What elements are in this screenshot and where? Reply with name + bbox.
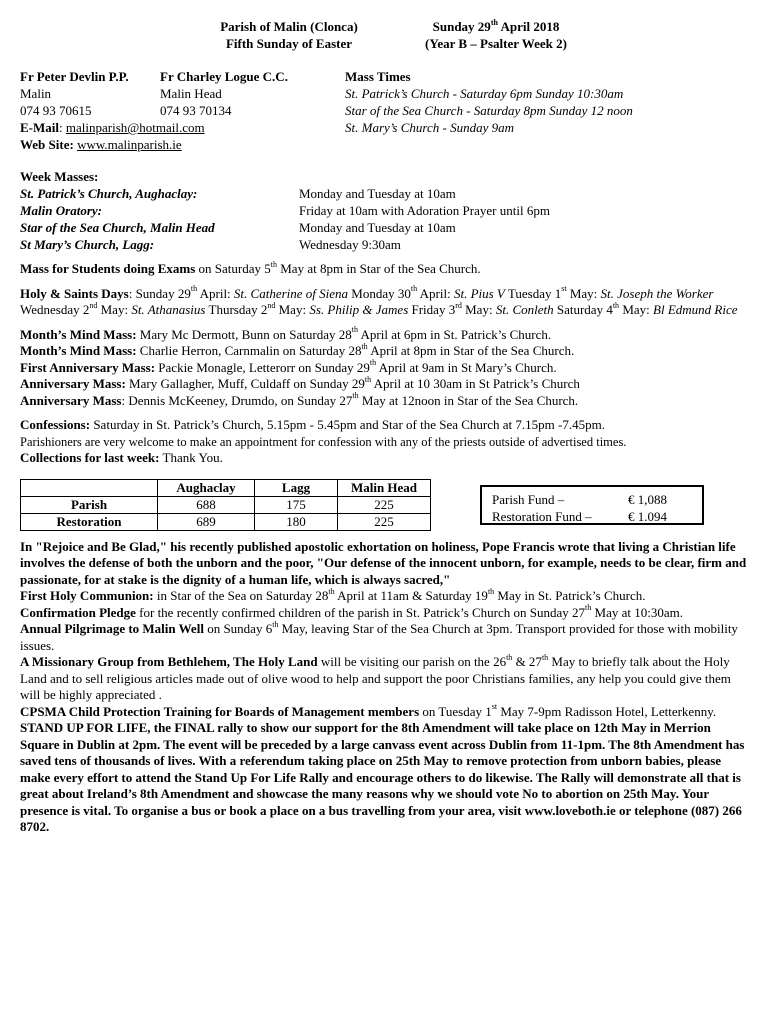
- bulletin-date: Sunday 29th April 2018: [432, 17, 560, 34]
- collections-section: [20, 479, 752, 539]
- week-mass-row: Malin Oratory: Friday at 10am with Adoration Prayer until 6pm: [20, 203, 550, 218]
- communion-notice: First Holy Communion: in Star of the Sea on Saturday 28th April at 11am & Saturday 19th May in St. Patrick’s Church.: [20, 586, 646, 603]
- table-cell: Parish: [21, 496, 158, 513]
- anniversary-item: Month’s Mind Mass: Mary Mc Dermott, Bunn on Saturday 28th April at 6pm in St. Patrick’s Church.: [20, 325, 552, 342]
- table-cell: 180: [255, 513, 338, 530]
- table-row: [21, 513, 431, 530]
- mass-times: [345, 68, 755, 136]
- website-link[interactable]: www.malinparish.ie: [77, 137, 182, 152]
- priest-two-name: Fr Charley Logue C.C.: [160, 69, 288, 84]
- pilgrimage-notice: Annual Pilgrimage to Malin Well on Sunday 6th May, leaving Star of the Sea Church at 3pm. Transport provided for those with mobility issues.: [20, 619, 738, 653]
- email-line: E-Mail: malinparish@hotmail.com: [20, 120, 205, 135]
- missionary-notice: A Missionary Group from Bethlehem, The Holy Land will be visiting our parish on the 26th & 27th May to briefly talk about the Holy Land and to sell religious articles made out of olive wood to help and support the poor Christians families, any help you could give them will be highly appreciated .: [20, 652, 731, 702]
- table-row: [21, 496, 431, 513]
- priest-two-phone: 074 93 70134: [160, 103, 232, 118]
- table-header-cell: Aughaclay: [158, 479, 255, 496]
- psalter-week: (Year B – Psalter Week 2): [425, 36, 567, 51]
- email-link[interactable]: malinparish@hotmail.com: [65, 120, 205, 135]
- priest-two: [160, 68, 330, 119]
- collections-line: Collections for last week: Thank You.: [20, 450, 223, 465]
- priest-one: [20, 68, 160, 119]
- confessions-appointment: Parishioners are very welcome to make an appointment for confession with any of the priests outside of advertised times.: [20, 434, 627, 449]
- parish-name: Parish of Malin (Clonca): [220, 19, 358, 34]
- week-masses: [20, 168, 752, 253]
- website-line: Web Site: www.malinparish.ie: [20, 137, 182, 152]
- priest-one-place: Malin: [20, 86, 52, 101]
- week-mass-row: Star of the Sea Church, Malin Head Monday and Tuesday at 10am: [20, 220, 456, 235]
- exams-notice: Mass for Students doing Exams on Saturday 5th May at 8pm in Star of the Sea Church.: [20, 259, 481, 276]
- stand-up-for-life-notice: STAND UP FOR LIFE, the FINAL rally to show our support for the 8th Amendment will take place on 12th May in Merrion Square in Dublin at 2pm. The event will be preceded by a large canvass event across Dublin from 11-1pm. The 8th Amendment has saved tens of thousands of lives. With a referendum taking place on 25th May to remove protection from unborn babies, please make every effort to attend the Stand Up For Life Rally and encourage others to do likewise. The Rally will demonstrate all that is great about Ireland’s 8th Amendment and showcase the many reasons why we should vote No to abortion on 25th May. Your presence is vital. To organise a bus or book a place on a bus travelling from your area, visit www.loveboth.ie or telephone (087) 266 8702.: [20, 720, 745, 834]
- week-mass-row: St Mary’s Church, Lagg: Wednesday 9:30am: [20, 237, 401, 252]
- mass-time-line: Star of the Sea Church - Saturday 8pm Sunday 12 noon: [345, 103, 633, 118]
- header-left: [194, 18, 384, 52]
- table-header-row: [21, 479, 431, 496]
- mass-time-line: St. Mary’s Church - Sunday 9am: [345, 120, 514, 135]
- week-mass-row: St. Patrick’s Church, Aughaclay: Monday and Tuesday at 10am: [20, 186, 456, 201]
- priest-two-place: Malin Head: [160, 86, 222, 101]
- bulletin-page: [20, 18, 752, 836]
- anniversary-item: Anniversary Mass: Mary Gallagher, Muff, Culdaff on Sunday 29th April at 10 30am in St Patrick’s Church: [20, 374, 580, 391]
- priest-one-name: Fr Peter Devlin P.P.: [20, 69, 129, 84]
- saints-days: Holy & Saints Days: Sunday 29th April: St. Catherine of Siena Monday 30th April: St. Pius V Tuesday 1st May: St. Joseph the Worker Wednesday 2nd May: St. Athanasius Thursday 2nd May: Ss. Philip & James Friday 3rd May: St. Conleth Saturday 4th May: Bl Edmund Rice: [20, 284, 738, 317]
- liturgical-day: Fifth Sunday of Easter: [225, 36, 353, 51]
- anniversary-item: Anniversary Mass: Dennis McKeeney, Drumdo, on Sunday 27th May at 12noon in Star of the Sea Church.: [20, 391, 579, 408]
- table-cell: 175: [255, 496, 338, 513]
- header-right: [396, 18, 596, 52]
- confessions-notice: Confessions: Saturday in St. Patrick’s Church, 5.15pm - 5.45pm and Star of the Sea Church at 7.15pm -7.45pm.: [20, 417, 605, 432]
- anniversary-list: [20, 327, 752, 410]
- priest-one-phone: 074 93 70615: [20, 103, 92, 118]
- fund-row: Parish Fund – € 1,088: [492, 491, 667, 507]
- mass-time-line: St. Patrick’s Church - Saturday 6pm Sunday 10:30am: [345, 86, 624, 101]
- table-header-cell: Malin Head: [338, 479, 431, 496]
- mass-times-title: Mass Times: [345, 69, 411, 84]
- anniversary-item: Month’s Mind Mass: Charlie Herron, Carnmalin on Saturday 28th April at 8pm in Star of the Sea Church.: [20, 341, 575, 358]
- table-header-cell: Lagg: [255, 479, 338, 496]
- bulletin-header: [20, 18, 752, 54]
- contact-block: [20, 68, 752, 150]
- collections-table: [20, 479, 431, 531]
- table-header-cell: [21, 479, 158, 496]
- pope-quote: In "Rejoice and Be Glad," his recently published apostolic exhortation on holiness, Pope Francis wrote that living a Christian life involves the defense of both the unborn and the poor, "Our defense of the innocent unborn, for example, needs to be clear, firm and passionate, for at stake is the dignity of a human life, which is always sacred,": [20, 538, 747, 587]
- table-cell: 225: [338, 513, 431, 530]
- table-cell: 689: [158, 513, 255, 530]
- fund-row: Restoration Fund – € 1.094: [492, 508, 667, 524]
- cpsma-notice: CPSMA Child Protection Training for Boards of Management members on Tuesday 1st May 7-9pm Radisson Hotel, Letterkenny.: [20, 702, 717, 719]
- notices-section: [20, 539, 752, 836]
- table-cell: 225: [338, 496, 431, 513]
- anniversary-item: First Anniversary Mass: Packie Monagle, Letterorr on Sunday 29th April at 9am in St Mary’s Church.: [20, 358, 557, 375]
- fund-totals-box: [480, 485, 704, 525]
- confirmation-notice: Confirmation Pledge for the recently confirmed children of the parish in St. Patrick’s Church on Sunday 27th May at 10:30am.: [20, 603, 683, 620]
- table-cell: Restoration: [21, 513, 158, 530]
- table-cell: 688: [158, 496, 255, 513]
- week-masses-title: Week Masses:: [20, 169, 99, 184]
